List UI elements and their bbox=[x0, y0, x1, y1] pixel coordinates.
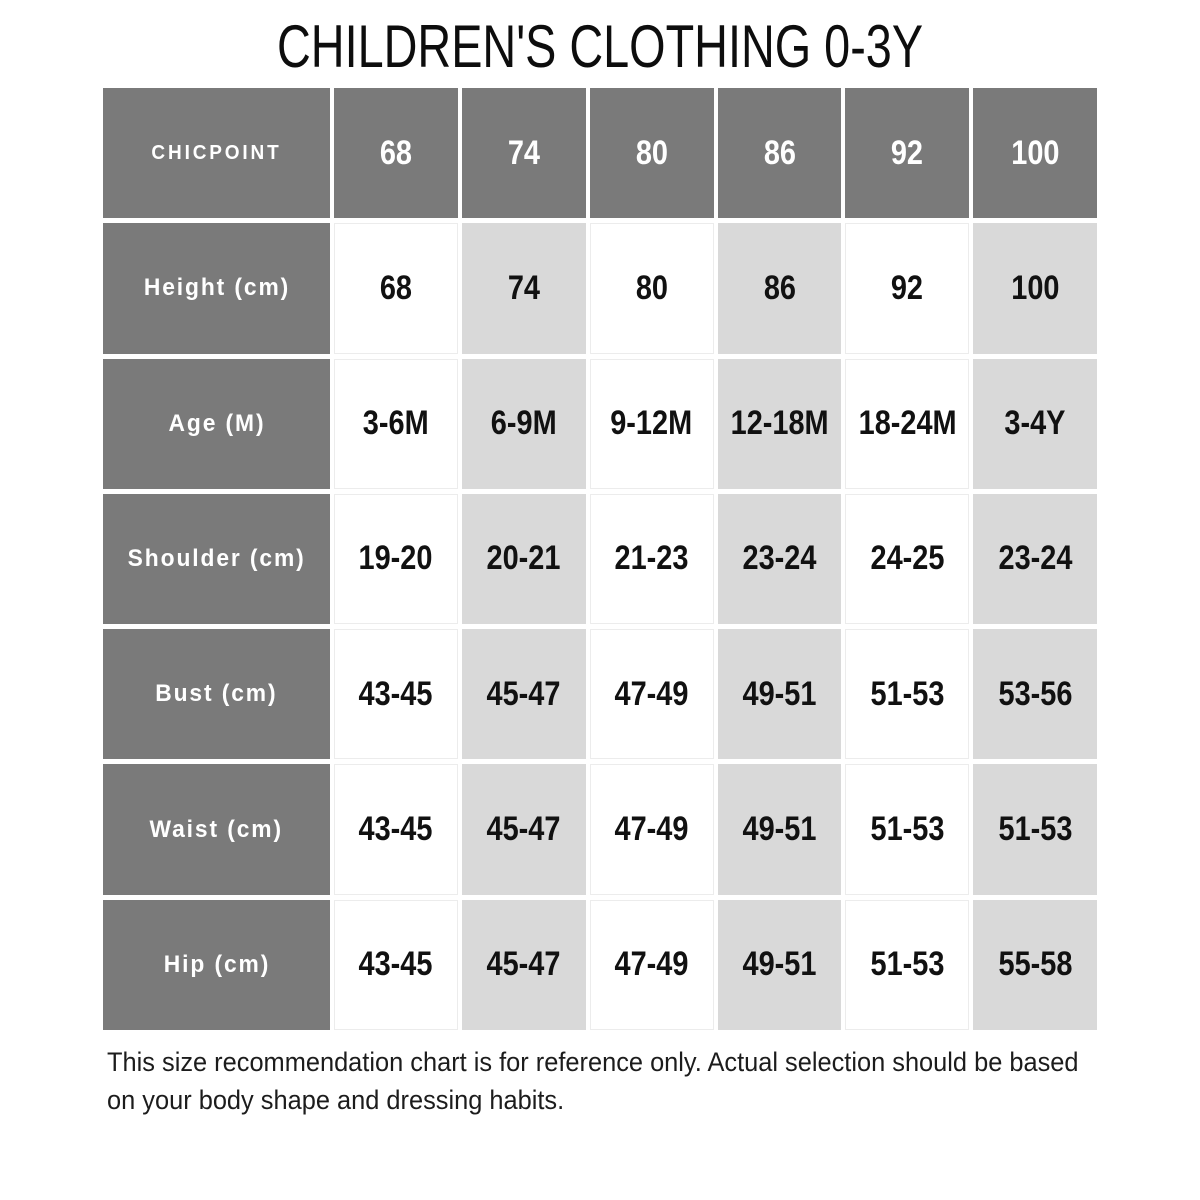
row-label-cell-waist bbox=[103, 764, 330, 894]
value-cell bbox=[718, 359, 842, 489]
table-header-size-cell bbox=[462, 88, 586, 218]
value-cell bbox=[334, 764, 458, 894]
value-cell bbox=[590, 223, 714, 353]
page-title: CHILDREN'S CLOTHING 0-3Y bbox=[276, 13, 924, 80]
value: 23-24 bbox=[998, 539, 1073, 578]
value-cell bbox=[590, 900, 714, 1030]
value-cell bbox=[590, 629, 714, 759]
value: 47-49 bbox=[614, 945, 689, 984]
size-header: 100 bbox=[1010, 133, 1060, 172]
value-cell bbox=[973, 359, 1097, 489]
value-cell bbox=[462, 900, 586, 1030]
value: 49-51 bbox=[742, 945, 817, 984]
row-label: Shoulder (cm) bbox=[127, 544, 306, 572]
value-cell bbox=[462, 764, 586, 894]
row-label: Height (cm) bbox=[143, 274, 290, 302]
row-label: Waist (cm) bbox=[149, 815, 284, 843]
value: 18-24M bbox=[858, 404, 957, 443]
value-cell bbox=[334, 359, 458, 489]
value: 3-6M bbox=[362, 404, 429, 443]
value: 3-4Y bbox=[1004, 404, 1066, 443]
value-cell bbox=[334, 223, 458, 353]
row-label-cell-bust bbox=[103, 629, 330, 759]
value: 45-47 bbox=[486, 810, 561, 849]
footer-line: This size recommendation chart is for reference only. Actual selection should be based bbox=[107, 1047, 1079, 1077]
value-cell bbox=[718, 223, 842, 353]
value-cell bbox=[590, 494, 714, 624]
value-cell bbox=[462, 223, 586, 353]
value-cell bbox=[718, 764, 842, 894]
value: 21-23 bbox=[614, 539, 689, 578]
value-cell bbox=[718, 900, 842, 1030]
value-cell bbox=[718, 629, 842, 759]
value-cell bbox=[718, 494, 842, 624]
value: 43-45 bbox=[358, 674, 433, 713]
value: 74 bbox=[507, 268, 540, 307]
value-cell bbox=[973, 629, 1097, 759]
size-header: 80 bbox=[635, 133, 668, 172]
row-label-cell-shoulder bbox=[103, 494, 330, 624]
size-header: 86 bbox=[763, 133, 796, 172]
value-cell bbox=[973, 764, 1097, 894]
table-header-size-cell bbox=[334, 88, 458, 218]
value-cell bbox=[334, 494, 458, 624]
value-cell bbox=[462, 359, 586, 489]
table-header-size-cell bbox=[718, 88, 842, 218]
value: 43-45 bbox=[358, 810, 433, 849]
value: 45-47 bbox=[486, 674, 561, 713]
value: 23-24 bbox=[742, 539, 817, 578]
table-header-size-cell bbox=[845, 88, 969, 218]
row-label-cell-age bbox=[103, 359, 330, 489]
value: 53-56 bbox=[998, 674, 1073, 713]
brand-label: CHICPOINT bbox=[151, 141, 282, 164]
value-cell bbox=[462, 494, 586, 624]
table-header-size-cell bbox=[973, 88, 1097, 218]
value-cell bbox=[590, 359, 714, 489]
table-header-brand-cell bbox=[103, 88, 330, 218]
size-header: 68 bbox=[379, 133, 412, 172]
value-cell bbox=[845, 223, 969, 353]
table-header-size-cell bbox=[590, 88, 714, 218]
size-chart-page bbox=[0, 14, 1200, 1119]
value: 49-51 bbox=[742, 810, 817, 849]
value: 51-53 bbox=[870, 674, 945, 713]
row-label: Hip (cm) bbox=[163, 950, 270, 978]
footer-disclaimer bbox=[103, 1043, 1097, 1119]
size-header: 74 bbox=[507, 133, 540, 172]
value-cell bbox=[845, 494, 969, 624]
row-label: Bust (cm) bbox=[155, 680, 278, 708]
row-label: Age (M) bbox=[168, 409, 265, 437]
value: 6-9M bbox=[490, 404, 557, 443]
value: 24-25 bbox=[870, 539, 945, 578]
value-cell bbox=[845, 900, 969, 1030]
value-cell bbox=[462, 629, 586, 759]
value: 45-47 bbox=[486, 945, 561, 984]
value: 55-58 bbox=[998, 945, 1073, 984]
value: 80 bbox=[635, 268, 668, 307]
size-table bbox=[103, 88, 1097, 1030]
value: 20-21 bbox=[486, 539, 561, 578]
value: 9-12M bbox=[610, 404, 693, 443]
value: 92 bbox=[891, 268, 924, 307]
value-cell bbox=[334, 900, 458, 1030]
footer-line: on your body shape and dressing habits. bbox=[107, 1085, 565, 1115]
value: 49-51 bbox=[742, 674, 817, 713]
value: 100 bbox=[1010, 268, 1060, 307]
row-label-cell-hip bbox=[103, 900, 330, 1030]
value-cell bbox=[845, 629, 969, 759]
value: 47-49 bbox=[614, 674, 689, 713]
value-cell bbox=[590, 764, 714, 894]
value: 51-53 bbox=[870, 810, 945, 849]
value: 43-45 bbox=[358, 945, 433, 984]
value-cell bbox=[845, 359, 969, 489]
value: 47-49 bbox=[614, 810, 689, 849]
value-cell bbox=[973, 900, 1097, 1030]
size-header: 92 bbox=[891, 133, 924, 172]
value: 68 bbox=[379, 268, 412, 307]
value: 51-53 bbox=[870, 945, 945, 984]
value-cell bbox=[845, 764, 969, 894]
value: 51-53 bbox=[998, 810, 1073, 849]
value-cell bbox=[334, 629, 458, 759]
row-label-cell-height bbox=[103, 223, 330, 353]
value-cell bbox=[973, 494, 1097, 624]
value: 12-18M bbox=[730, 404, 829, 443]
value: 19-20 bbox=[358, 539, 433, 578]
value-cell bbox=[973, 223, 1097, 353]
value: 86 bbox=[763, 268, 796, 307]
